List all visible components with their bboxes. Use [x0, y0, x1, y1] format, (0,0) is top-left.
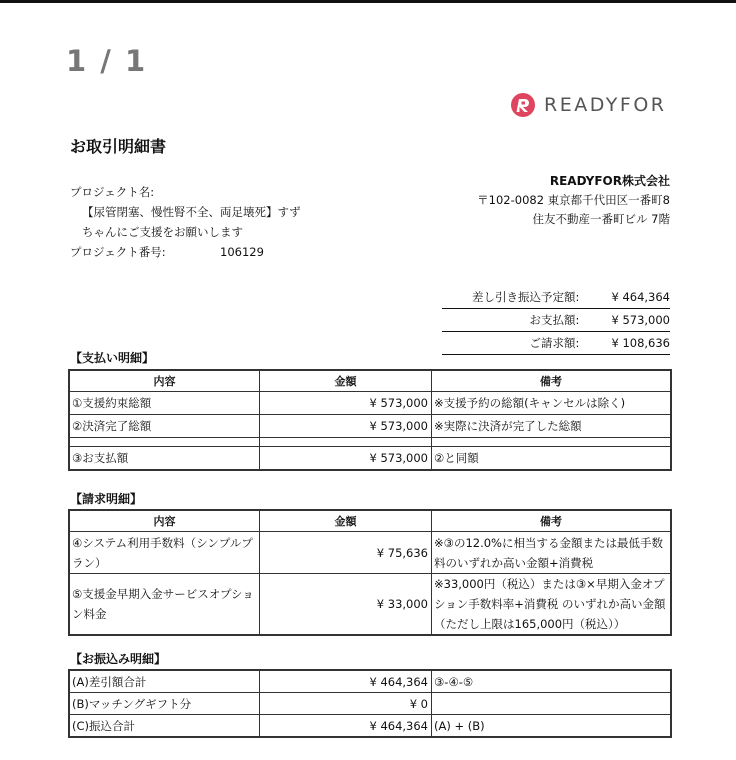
table-row [70, 693, 671, 715]
summary-value: ¥ 108,636 [597, 332, 670, 355]
amount-cell: ¥ 0 [260, 693, 432, 715]
amount-cell: ¥ 573,000 [260, 392, 432, 415]
table-header-row [70, 371, 671, 392]
note-cell: ②と同額 [432, 447, 671, 470]
amount-cell: ¥ 464,364 [260, 671, 432, 693]
logo-text: READYFOR [544, 94, 667, 116]
item-cell: (B)マッチングギフト分 [70, 693, 260, 715]
company-address-line1: 〒102-0082 東京都千代田区一番町8 [477, 193, 670, 207]
summary-row [442, 309, 670, 332]
summary-value: ¥ 464,364 [597, 286, 670, 309]
column-header: 内容 [70, 371, 260, 392]
table-row [70, 671, 671, 693]
note-cell: ※実際に決済が完了した総額 [432, 415, 671, 438]
table-header-row [70, 511, 671, 532]
spacer-row [70, 438, 671, 447]
table-row [70, 574, 671, 635]
item-cell: (A)差引額合計 [70, 671, 260, 693]
column-header: 金額 [260, 371, 432, 392]
column-header: 備考 [432, 371, 671, 392]
amount-cell: ¥ 33,000 [260, 574, 432, 635]
item-cell: (C)振込合計 [70, 715, 260, 737]
note-cell: ※支援予約の総額(キャンセルは除く) [432, 392, 671, 415]
item-cell: ③お支払額 [70, 447, 260, 470]
note-cell: ※33,000円（税込）または③×早期入金オプション手数料率+消費税 のいずれか高い金額（ただし上限は165,000円（税込）） [432, 574, 671, 635]
table-row [70, 392, 671, 415]
readyfor-logo [510, 92, 667, 118]
summary-row [442, 286, 670, 309]
note-cell: ※③の12.0%に相当する金額または最低手数料のいずれか高い金額+消費税 [432, 532, 671, 574]
project-number: 106129 [220, 245, 264, 259]
item-cell: ①支援約束総額 [70, 392, 260, 415]
item-cell: ②決済完了総額 [70, 415, 260, 438]
note-cell: (A) + (B) [432, 715, 671, 737]
project-info [70, 182, 302, 262]
column-header: 内容 [70, 511, 260, 532]
item-cell: ④システム利用手数料（シンプルプラン） [70, 532, 260, 574]
column-header: 金額 [260, 511, 432, 532]
summary-label: お支払額: [442, 309, 597, 332]
item-cell: ⑤支援金早期入金サービスオプション料金 [70, 574, 260, 635]
table-row [70, 447, 671, 470]
payment-section-title: 【支払い明細】 [70, 351, 155, 365]
company-info [477, 172, 670, 229]
payment-table [69, 370, 671, 470]
company-address-line2: 住友不動産一番町ビル 7階 [532, 212, 670, 226]
billing-section-title: 【請求明細】 [70, 492, 143, 506]
company-name: READYFOR株式会社 [549, 174, 670, 188]
table-row [70, 415, 671, 438]
note-cell [432, 693, 671, 715]
summary-value: ¥ 573,000 [597, 309, 670, 332]
note-cell: ③-④-⑤ [432, 671, 671, 693]
billing-table [69, 510, 671, 635]
transfer-section-title: 【お振込み明細】 [70, 652, 167, 666]
project-number-row [70, 242, 302, 262]
logo-mark-icon [510, 92, 536, 118]
transfer-table [69, 670, 671, 737]
amount-cell: ¥ 573,000 [260, 447, 432, 470]
amount-cell: ¥ 573,000 [260, 415, 432, 438]
table-row [70, 532, 671, 574]
document-title: お取引明細書 [70, 137, 167, 156]
summary-label: ご請求額: [442, 332, 597, 355]
column-header: 備考 [432, 511, 671, 532]
amount-cell: ¥ 464,364 [260, 715, 432, 737]
summary-row [442, 332, 670, 355]
top-border [0, 0, 736, 3]
page-indicator: 1 / 1 [66, 44, 148, 78]
project-name-label: プロジェクト名: [70, 185, 155, 199]
summary-table [442, 286, 670, 355]
project-name: 【尿管閉塞、慢性腎不全、両足壊死】すずちゃんにご支援をお願いします [82, 205, 301, 239]
amount-cell: ¥ 75,636 [260, 532, 432, 574]
table-row [70, 715, 671, 737]
summary-label: 差し引き振込予定額: [442, 286, 597, 309]
project-number-label: プロジェクト番号: [70, 245, 166, 259]
